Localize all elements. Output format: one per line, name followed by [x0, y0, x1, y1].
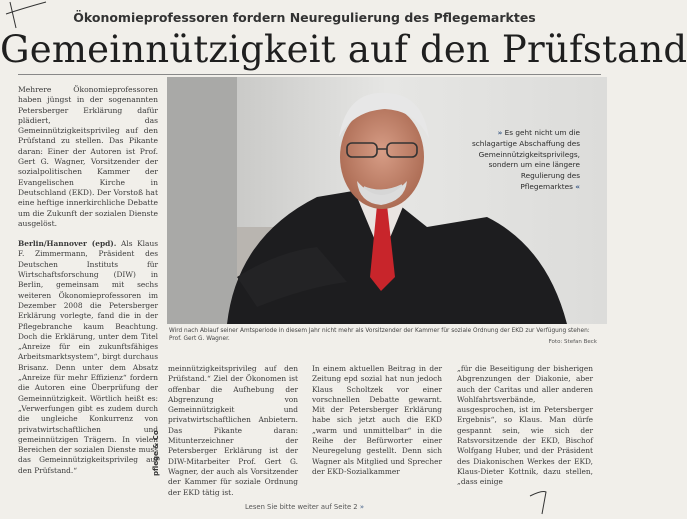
continued-note [0, 503, 609, 511]
portrait-illustration [167, 77, 607, 324]
photo-caption: Wird nach Ablauf seiner Amtsperiode in diesem Jahr nicht mehr als Vorsitzender der Kammer für soziale Ordnung der EKD zur Verfügung stehen: Prof. Gert G. Wagner. [169, 328, 590, 342]
continued-arrow: » [359, 503, 364, 511]
article-body-c2: meinnützigkeitsprivileg auf den Prüfstand.“ Ziel der Ökonomen ist offenbar die Aufhebung der Abgrenzung von Gemeinnützigkeit und privatwirtschaftlichen Anbietern. Das Pikante daran: Mitunterzeichner der Petersberger Erklärung ist der DIW-Mitarbeiter Prof. Gert G. Wagner, der auch als Vorsitzender der Kammer für soziale Ordnung der EKD tätig ist. [168, 364, 298, 497]
quote-close-mark: « [575, 181, 580, 191]
pull-quote [468, 128, 580, 193]
column-3 [312, 364, 442, 477]
quote-open-mark: » [497, 128, 503, 137]
quote-text: Es geht nicht um die schlagartige Abschaffung des Gemeinnützigkeitsprivilegs, sondern um eine längere Regulierung des Pflegemarktes [471, 128, 580, 191]
column-4 [457, 364, 593, 488]
lead-separator [18, 229, 158, 239]
article-body-c3: In einem aktuellen Beitrag in der Zeitung epd sozial hat nun jedoch Klaus Scholtzek vor einer vorschnellen Debatte gewarnt. Mit der Petersberger Erklärung habe sich jetzt auch die EKD „warm und unmittelbar“ in die Reihe der Befürworter einer Neuregelung gestellt. Denn sich Wagner als Mitglied und Sprecher der EKD-Sozialkammer [312, 364, 442, 476]
portrait-photo [167, 77, 607, 324]
article-body-left-text: Als Klaus F. Zimmermann, Präsident des Deutschen Instituts für Wirtschaftsforschung (DIW) in Berlin, gemeinsam mit sechs weiteren Ökonomieprofessoren im Dezember 2008 die Petersberger Erklärung vorlegte, fand die in der Pflegebranche kaum Beachtung. Doch die Erklärung, unter dem Titel „Anreize für ein zukunftsfähiges Arbeitsmarktsystem“, birgt durchaus Brisanz. Denn unter dem Absatz „Anreize für mehr Effizienz“ fordern die Autoren eine Überprüfung der Gemeinnützigkeit. Wörtlich heißt es: „Verwerfungen gibt es zudem durch die ungleiche Konkurrenz von privatwirtschaftlichen und gemeinnützigen Trägern. In vielen Bereichen der sozialen Dienste muss das Gemeinnützigkeitsprivileg auf den Prüfstand.“ [18, 239, 159, 475]
article-dateline: Berlin/Hannover (epd). [18, 239, 117, 249]
pen-mark-icon [520, 486, 560, 516]
header-rule [18, 74, 601, 75]
article-lead: Mehrere Ökonomieprofessoren haben jüngst in der sogenannten Petersberger Erklärung dafür plädiert, das Gemeinnützigkeitsprivileg auf den Prüfstand zu stellen. Das Pikante daran: Einer der Autoren ist Prof. Gert G. Wagner, Vorsitzender der sozialpolitischen Kammer der Evangelischen Kirche in Deutschland (EKD). Der Vorstoß hat eine heftige innerkirchliche Debatte um die Zukunft der sozialen Dienste ausgelöst. [18, 85, 158, 228]
photo-credit: Foto: Stefan Beck [548, 339, 597, 345]
article-body-c4: „für die Beseitigung der bisherigen Abgrenzungen der Diakonie, aber auch der Caritas und aller anderen Wohlfahrtsverbände, ausgesprochen, ist im Petersberger Ergebnis“, so Klaus. Man dürfe gespannt sein, wie sich der Ratsvorsitzende der EKD, Bischof Wolfgang Huber, und der Präsident des Diakonischen Werkes der EKD, Klaus-Dieter Kottnik, dazu stellen, „dass einige [457, 364, 593, 487]
left-column [18, 85, 158, 476]
side-tag: pflege & Co [152, 430, 160, 476]
continued-text: Lesen Sie bitte weiter auf Seite 2 [245, 503, 358, 511]
article-body-left [18, 239, 158, 476]
article-kicker: Ökonomieprofessoren fordern Neuregulierung des Pflegemarktes [73, 10, 536, 25]
article-headline: Gemeinnützigkeit auf den Prüfstand [0, 28, 687, 71]
column-2 [168, 364, 298, 498]
